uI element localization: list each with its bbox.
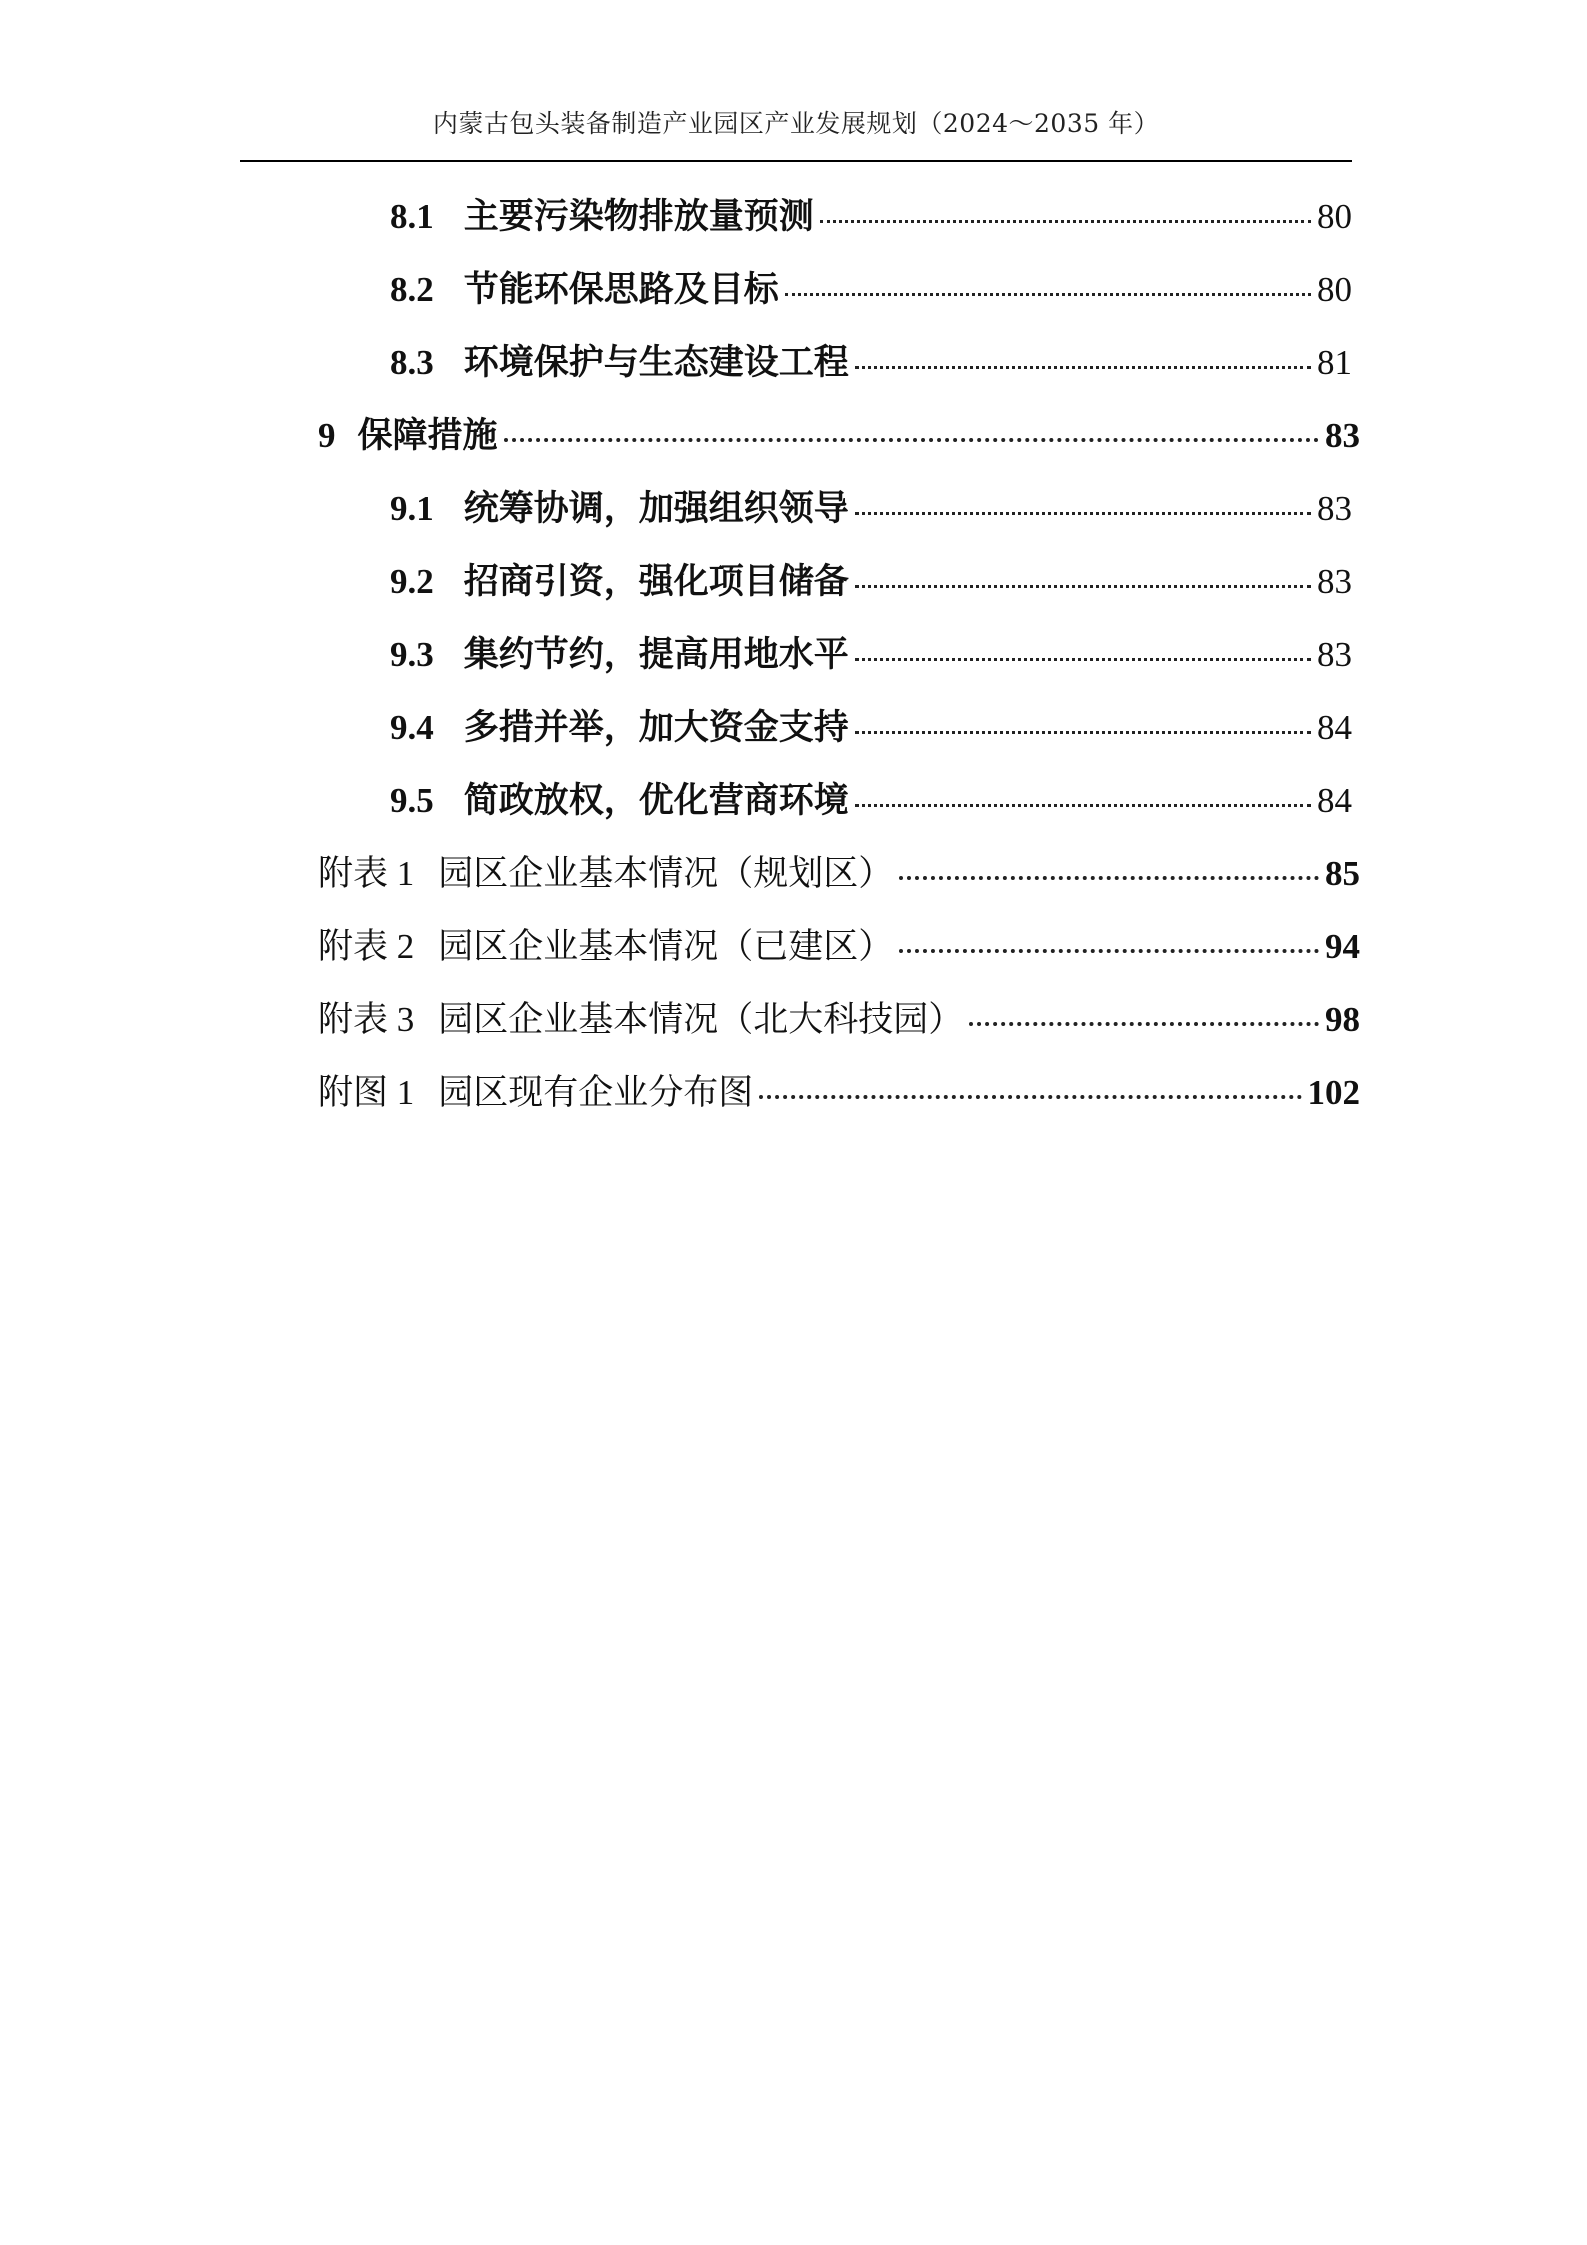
toc-entry-9-5[interactable] (390, 780, 1352, 821)
toc-entry-number: 9.3 (390, 635, 434, 674)
toc-dot-leader (820, 220, 1311, 223)
toc-dot-leader (855, 366, 1311, 369)
toc-dot-leader (855, 585, 1311, 588)
toc-entry-title: 主要污染物排放量预测 (463, 196, 814, 237)
toc-entry-title: 保障措施 (357, 415, 498, 456)
toc-entry-9-4[interactable] (390, 707, 1352, 748)
toc-entry-title: 统筹协调，加强组织领导 (463, 488, 849, 529)
toc-entry-page: 81 (1317, 343, 1352, 382)
toc-entry-page: 84 (1317, 708, 1352, 747)
toc-entry-page: 94 (1325, 927, 1360, 966)
toc-entry-9[interactable] (318, 415, 1360, 456)
toc-dot-leader (969, 1022, 1319, 1026)
toc-entry-appendix-table-1[interactable] (318, 856, 1360, 892)
toc-entry-page: 102 (1307, 1073, 1360, 1112)
toc-dot-leader (855, 804, 1311, 807)
page-header: 内蒙古包头装备制造产业园区产业发展规划（2024～2035 年） (432, 109, 1160, 138)
toc-entry-title: 园区企业基本情况（已建区） (438, 927, 894, 967)
toc-entry-9-1[interactable] (390, 488, 1352, 529)
toc-entry-9-3[interactable] (390, 634, 1352, 675)
toc-entry-page: 83 (1317, 562, 1352, 601)
toc-entry-page: 84 (1317, 781, 1352, 820)
toc-dot-leader (855, 658, 1311, 661)
toc-entry-number: 9.4 (390, 708, 434, 747)
toc-entry-page: 80 (1317, 270, 1352, 309)
toc-entry-title: 园区企业基本情况（北大科技园） (438, 1000, 964, 1040)
toc-entry-title: 集约节约，提高用地水平 (463, 634, 849, 675)
toc-entry-appendix-table-3[interactable] (318, 1002, 1360, 1038)
toc-entry-title: 园区企业基本情况（规划区） (438, 854, 894, 894)
toc-entry-page: 83 (1325, 416, 1360, 455)
toc-entry-number: 附表 2 (318, 927, 415, 966)
toc-dot-leader (899, 876, 1319, 880)
toc-entry-page: 83 (1317, 489, 1352, 528)
toc-entry-number: 附表 3 (318, 1000, 415, 1039)
toc-dot-leader (855, 731, 1311, 734)
toc-entry-page: 98 (1325, 1000, 1360, 1039)
toc-entry-number: 9.5 (390, 781, 434, 820)
toc-entry-number: 9.1 (390, 489, 434, 528)
toc-dot-leader (855, 512, 1311, 515)
toc-entry-9-2[interactable] (390, 561, 1352, 602)
toc-dot-leader (759, 1095, 1301, 1099)
toc-entry-appendix-figure-1[interactable] (318, 1075, 1360, 1111)
toc-entry-8-3[interactable] (390, 342, 1352, 383)
toc-dot-leader (504, 438, 1319, 442)
toc-entry-number: 9.2 (390, 562, 434, 601)
toc-entry-title: 节能环保思路及目标 (463, 269, 779, 310)
toc-entry-8-2[interactable] (390, 269, 1352, 310)
toc-entry-page: 85 (1325, 854, 1360, 893)
toc-entry-page: 83 (1317, 635, 1352, 674)
toc-entry-appendix-table-2[interactable] (318, 929, 1360, 965)
toc-entry-title: 园区现有企业分布图 (438, 1073, 754, 1113)
toc-entry-title: 多措并举，加大资金支持 (463, 707, 849, 748)
toc-entry-title: 环境保护与生态建设工程 (463, 342, 849, 383)
toc-entry-number: 附图 1 (318, 1073, 415, 1112)
header-divider (240, 160, 1352, 162)
toc-entry-8-1[interactable] (390, 196, 1352, 237)
toc-entry-page: 80 (1317, 197, 1352, 236)
toc-dot-leader (785, 293, 1311, 296)
toc-entry-number: 8.2 (390, 270, 434, 309)
toc-entry-title: 招商引资，强化项目储备 (463, 561, 849, 602)
toc-entry-number: 8.3 (390, 343, 434, 382)
toc-entry-number: 9 (318, 416, 336, 455)
toc-entry-number: 8.1 (390, 197, 434, 236)
toc-entry-number: 附表 1 (318, 854, 415, 893)
toc-dot-leader (899, 949, 1319, 953)
toc-entry-title: 简政放权，优化营商环境 (463, 780, 849, 821)
